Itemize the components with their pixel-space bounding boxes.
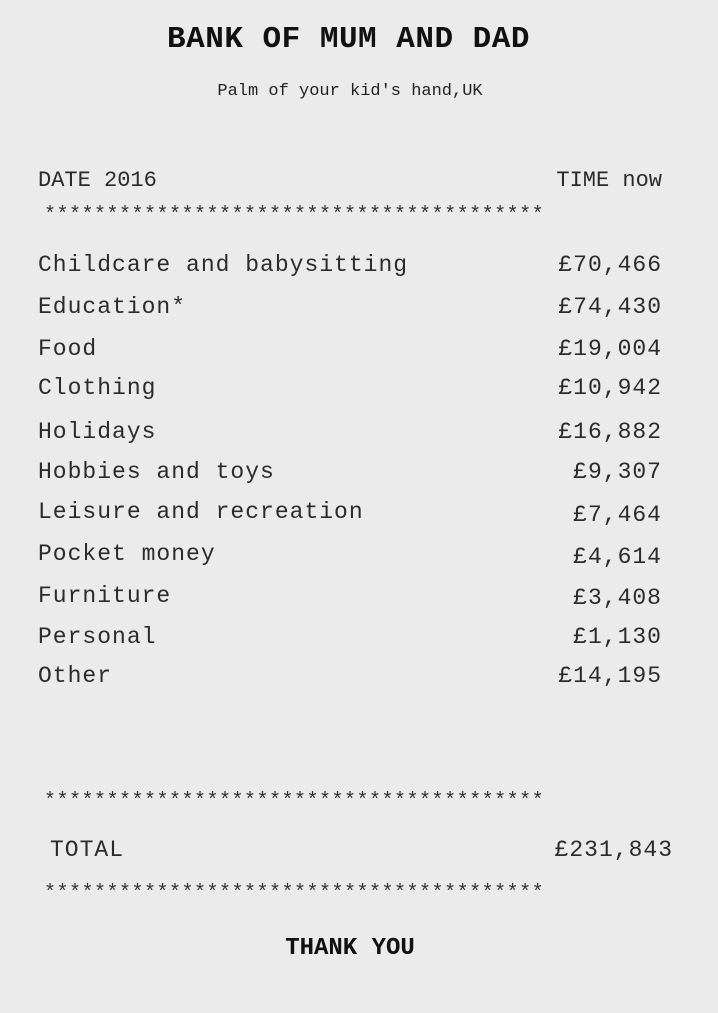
line-item-amount: £14,195 — [558, 663, 662, 689]
line-item — [38, 459, 662, 489]
separator-top: **************************************** — [44, 204, 545, 227]
line-item — [38, 499, 662, 529]
line-item-name: Holidays — [38, 419, 157, 445]
thank-you-message: THANK YOU — [285, 935, 415, 962]
line-item-amount: £10,942 — [558, 375, 662, 401]
line-item-name: Education* — [38, 294, 187, 320]
line-item-amount: £19,004 — [558, 336, 662, 362]
line-item-name: Pocket money — [38, 541, 216, 567]
date-label: DATE 2016 — [38, 168, 157, 193]
line-item-name: Food — [38, 336, 98, 362]
line-item-amount: £70,466 — [558, 252, 662, 278]
receipt-subtitle: Palm of your kid's hand,UK — [217, 82, 483, 101]
line-item-amount: £74,430 — [558, 294, 662, 320]
line-item-name: Furniture — [38, 583, 172, 609]
line-item — [38, 252, 662, 282]
line-item-name: Hobbies and toys — [38, 459, 275, 485]
line-item-name: Personal — [38, 624, 157, 650]
separator-bottom: **************************************** — [44, 882, 545, 905]
line-item-amount: £7,464 — [573, 502, 662, 528]
separator-middle: **************************************** — [44, 790, 545, 813]
line-item-amount: £9,307 — [573, 459, 662, 485]
line-item — [38, 541, 662, 571]
line-item — [38, 375, 662, 405]
receipt-title: BANK OF MUM AND DAD — [167, 22, 530, 57]
line-item-name: Other — [38, 663, 113, 689]
time-label: TIME now — [556, 168, 662, 193]
line-item — [38, 336, 662, 366]
line-item-name: Leisure and recreation — [38, 499, 364, 525]
line-item-amount: £3,408 — [573, 585, 662, 611]
line-item-name: Clothing — [38, 375, 157, 401]
line-item-amount: £1,130 — [573, 624, 662, 650]
line-item — [38, 419, 662, 449]
line-item — [38, 624, 662, 654]
line-item — [38, 663, 662, 693]
total-label: TOTAL — [50, 837, 125, 863]
line-item-name: Childcare and babysitting — [38, 252, 409, 278]
line-item-amount: £4,614 — [573, 544, 662, 570]
line-item — [38, 294, 662, 324]
line-item — [38, 583, 662, 613]
line-item-amount: £16,882 — [558, 419, 662, 445]
total-amount: £231,843 — [554, 837, 673, 863]
